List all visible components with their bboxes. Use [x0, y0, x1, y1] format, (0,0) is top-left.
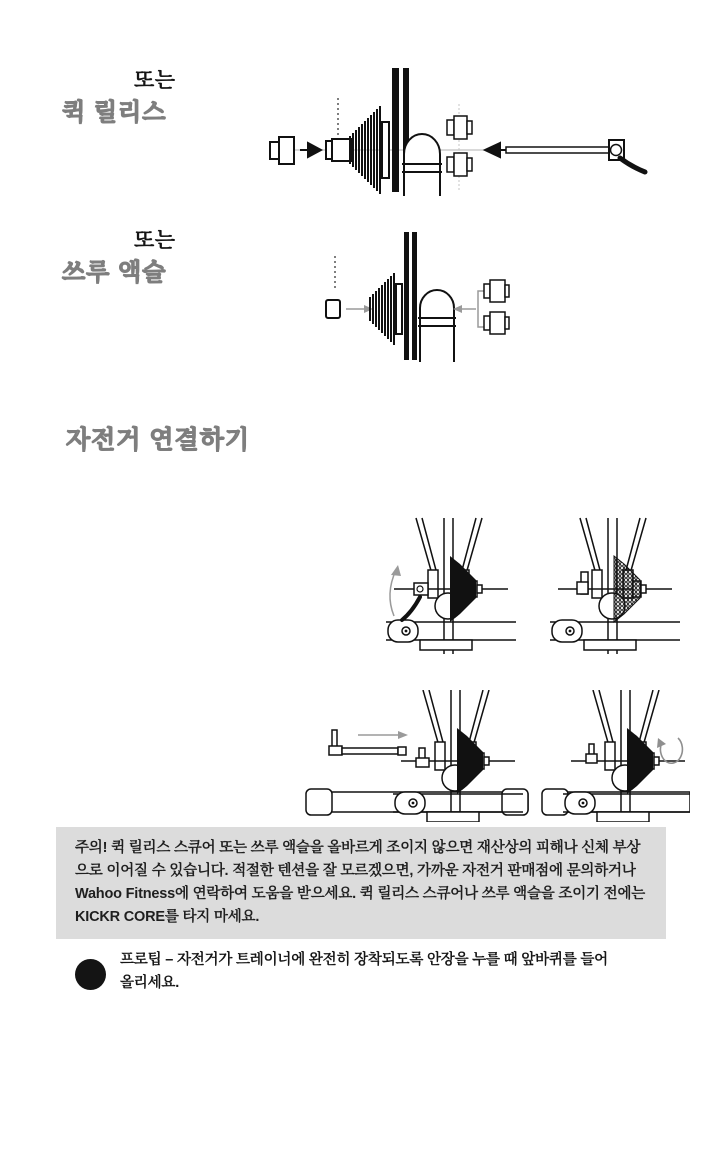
- frame-bar: [412, 232, 417, 360]
- quick-release-lever: [620, 158, 645, 172]
- bike-figure-quick-release-closed: [550, 518, 680, 654]
- bracket-line: [478, 291, 484, 327]
- quick-release-lever: [402, 597, 420, 620]
- axle-adapters: [484, 280, 509, 334]
- or-label-2: 또는: [134, 229, 176, 252]
- protip-bullet-icon: [75, 959, 106, 990]
- warning-text: 주의! 퀵 릴리스 스큐어 또는 쓰루 액슬을 올바르게 조이지 않으면 재산상의 피해나 신체 부상으로 이어질 수 있습니다. 적절한 텐션을 잘 모르겠으면, 가까운 자전거 판매점에 문의하거나 Wahoo Fitness에 연락하여 도움을 받으세요. 퀵 릴리스 스큐어나 쓰루 액슬을 조이기 전에는 KICKR CORE를 타지 마세요.: [75, 840, 646, 925]
- bike-figure-quick-release-open: [386, 518, 516, 654]
- axle-end-cap: [326, 300, 340, 318]
- tighten-rotation-arrow-icon: [657, 738, 682, 763]
- frame-bar: [404, 232, 409, 360]
- trainer-leg-right: [542, 789, 690, 815]
- quick-release-label: 퀵 릴리스: [62, 99, 167, 126]
- thru-axle-exploded-diagram: [298, 228, 578, 363]
- section-heading: 자전거 연결하기: [66, 426, 250, 454]
- quick-release-skewer-exploded-diagram: [264, 58, 664, 198]
- frame-bar: [392, 68, 399, 192]
- install-arrow-icon: [300, 143, 321, 157]
- warning-box: [56, 827, 666, 939]
- close-lever-arrow-icon: [390, 570, 396, 616]
- quick-release-skewer: [506, 140, 645, 172]
- protip-text: 프로팁 – 자전거가 트레이너에 완전히 장착되도록 안장을 누를 때 앞바퀴를 들어올리세요.: [120, 952, 608, 991]
- bike-on-trainer-thru-axle-steps: [298, 690, 690, 822]
- thru-axle-label: 쓰루 액슬: [62, 259, 167, 286]
- install-arrow-icon: [364, 305, 373, 313]
- or-label-1: 또는: [134, 69, 176, 92]
- bike-on-trainer-quick-release-steps: [378, 516, 684, 654]
- axle-end-cap: [270, 137, 294, 164]
- cassette: [370, 273, 402, 345]
- thru-axle-rod: [329, 730, 406, 755]
- hub-adapter: [326, 139, 352, 161]
- insert-arrow-icon: [398, 731, 408, 739]
- trainer-hub: [402, 134, 442, 196]
- trainer-hub: [418, 290, 456, 362]
- install-arrow-icon: [485, 143, 506, 157]
